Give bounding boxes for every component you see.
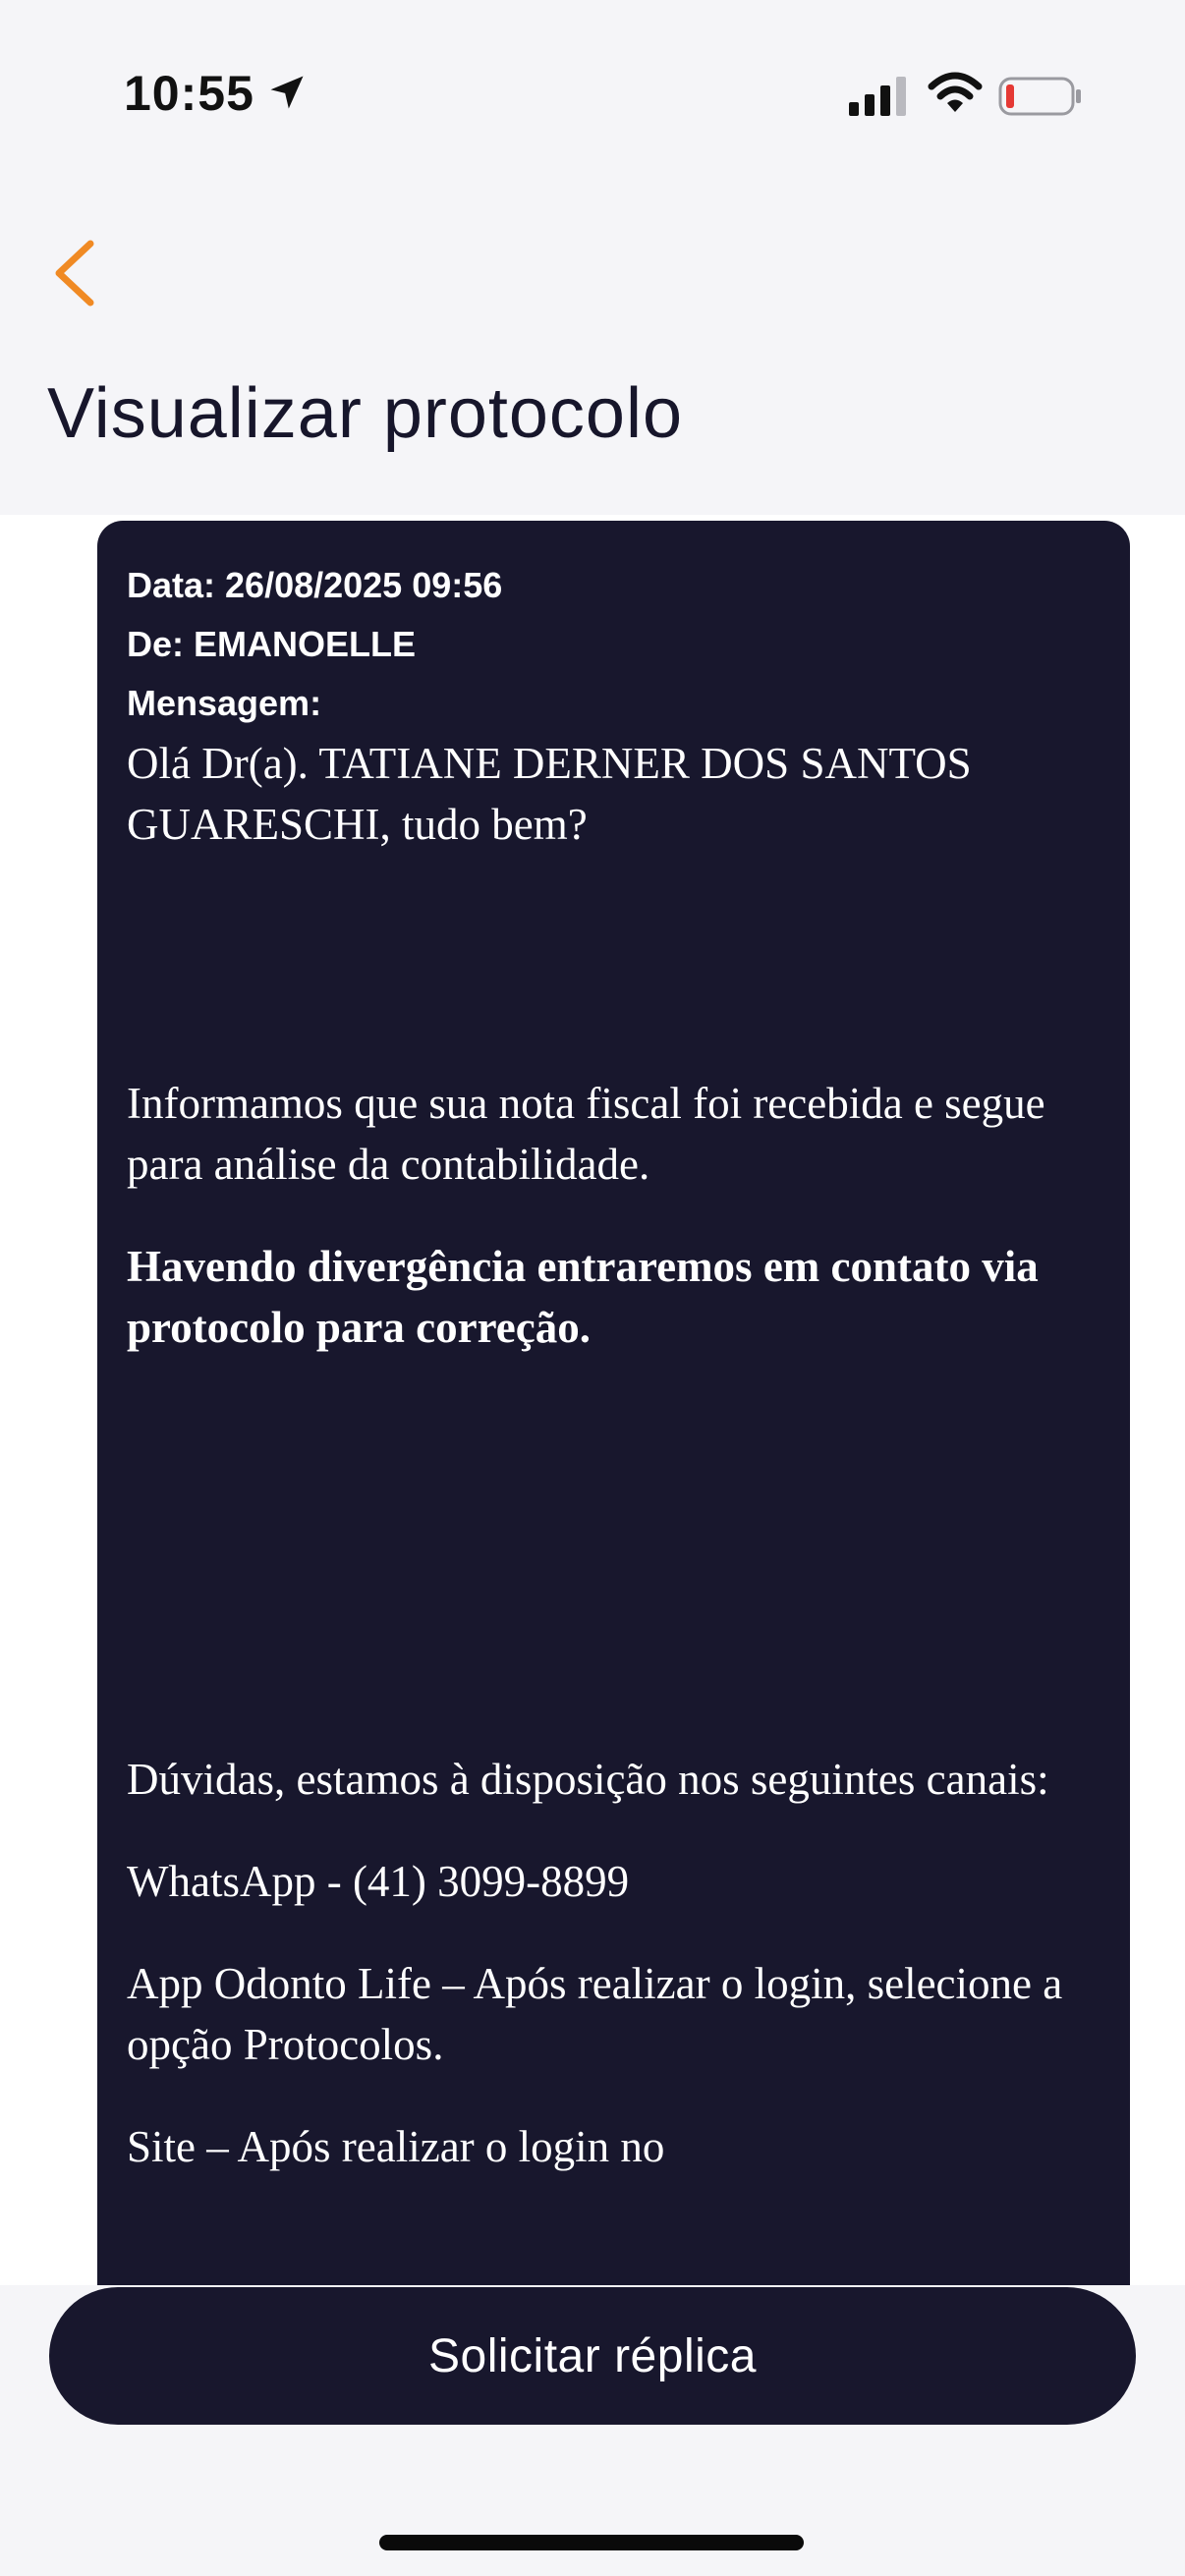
back-button[interactable] [43,232,112,314]
message-app: App Odonto Life – Após realizar o login, selecione a opção Protocolos. [127,1959,1063,2069]
message-date: Data: 26/08/2025 09:56 [127,565,503,605]
message-divergence: Havendo divergência entraremos em contato via protocolo para correção. [127,1242,1039,1352]
message-label: Mensagem: [127,683,322,723]
message-site: Site – Após realizar o login no [127,2122,665,2171]
location-arrow-icon [265,71,309,114]
message-info: Informamos que sua nota fiscal foi recebida e segue para análise da contabilidade. [127,1079,1045,1189]
battery-low-icon [998,76,1083,117]
home-indicator[interactable] [379,2535,804,2550]
content-area[interactable] [0,515,1185,2285]
message-sender: De: EMANOELLE [127,624,417,664]
wifi-icon [928,71,983,114]
message-whatsapp: WhatsApp - (41) 3099-8899 [127,1857,630,1906]
message-card [97,521,1130,2285]
cellular-signal-icon [849,75,908,116]
chevron-left-icon [43,232,112,314]
status-bar [0,0,1185,196]
message-greeting: Olá Dr(a). TATIANE DERNER DOS SANTOS GUARESCHI, tudo bem? [127,739,972,849]
request-reply-button[interactable] [49,2287,1136,2425]
page-title: Visualizar protocolo [47,374,684,453]
request-reply-label: Solicitar réplica [428,2329,757,2382]
message-doubts: Dúvidas, estamos à disposição nos seguintes canais: [127,1755,1049,1804]
status-time: 10:55 [124,66,254,121]
